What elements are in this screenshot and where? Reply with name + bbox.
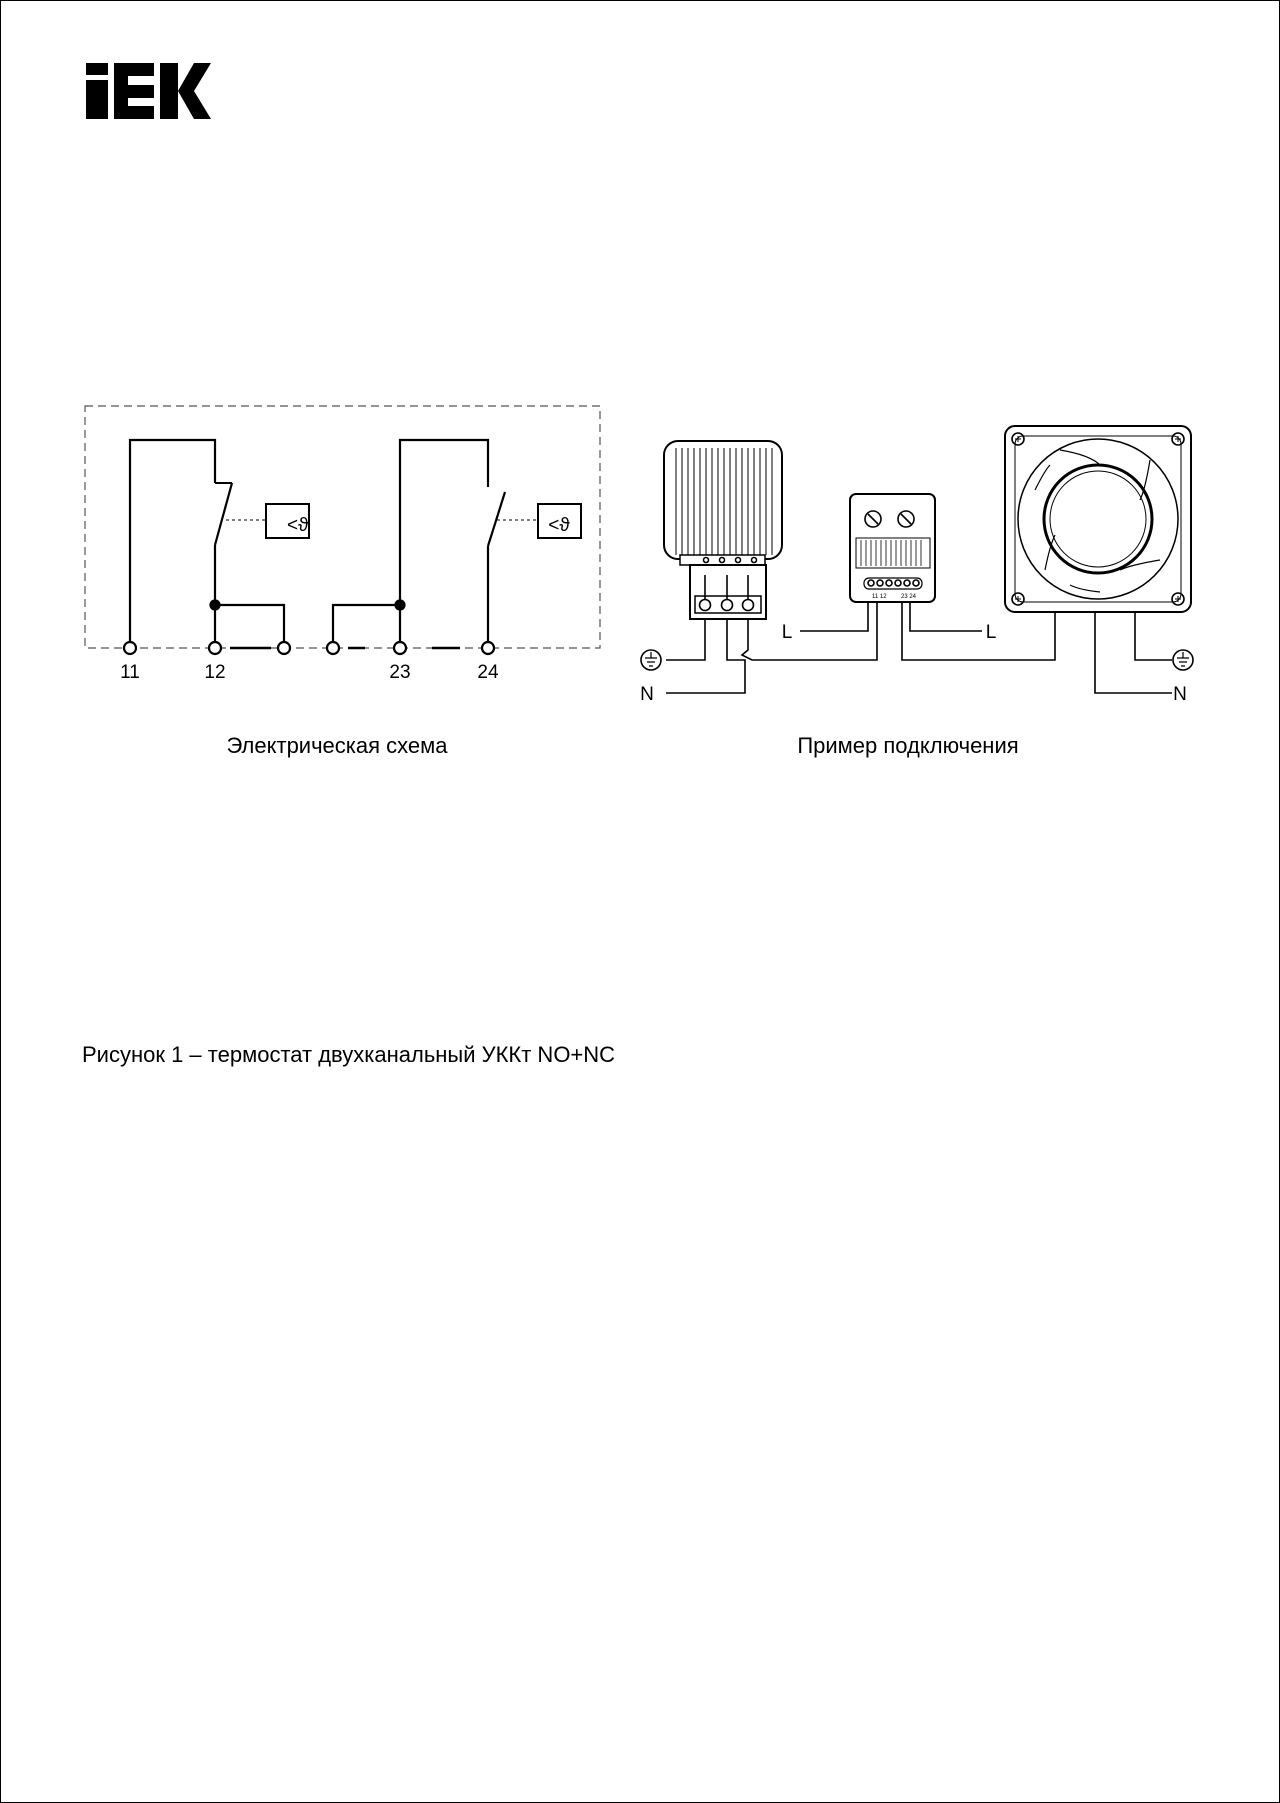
connection-example [641,426,1193,693]
wire-23 [333,605,400,643]
connection-caption: Пример подключения [797,733,1019,758]
terminal-label-23: 23 [389,662,411,683]
line-label-left-l: L [781,622,793,643]
terminal-11 [124,642,136,654]
thermostat-device [850,494,935,602]
electrical-schematic [85,406,600,654]
nc-contact-1-blade [215,483,232,545]
terminal-24 [482,642,494,654]
terminal-12b [278,642,290,654]
wire-11 [130,440,215,643]
line-label-left-n: N [640,684,654,705]
terminal-label-12: 12 [204,662,226,683]
junction-dot [211,601,220,610]
sensor-symbol-1: <ϑ [287,515,309,536]
terminal-23 [394,642,406,654]
line-label-right-l: L [985,622,997,643]
heater-device [664,441,782,619]
thermostat-terminals-right: 23 24 [901,594,917,600]
schematic-caption: Электрическая схема [226,733,448,758]
thermostat-terminals-left: 11 12 [872,594,887,600]
no-contact-2-blade [488,492,505,546]
terminal-12 [209,642,221,654]
fan-device [1005,426,1191,612]
terminal-23b [327,642,339,654]
figure-caption: Рисунок 1 – термостат двухканальный УККт NO+NC [82,1042,616,1067]
iek-logo [86,63,211,119]
junction-dot [396,601,405,610]
line-label-right-n: N [1173,684,1187,705]
sensor-symbol-2: <ϑ [548,515,570,536]
enclosure-dashed-frame [85,406,600,648]
terminal-label-24: 24 [477,662,499,683]
terminal-label-11: 11 [120,662,140,683]
